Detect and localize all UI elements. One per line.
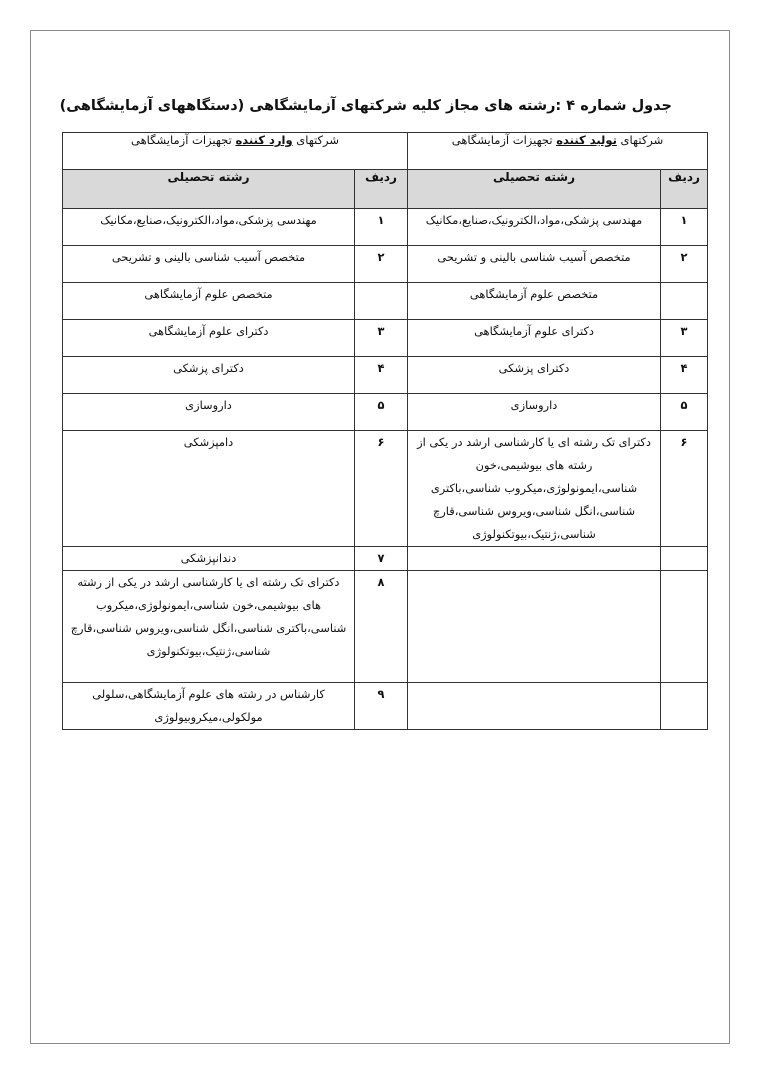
importers-row-no-header: ردیف <box>355 170 408 209</box>
table-row <box>63 320 708 357</box>
table-row <box>63 571 708 683</box>
producers-field: متخصص علوم آزمایشگاهی <box>408 283 661 320</box>
importers-field: متخصص آسیب شناسی بالینی و تشریحی <box>63 246 355 283</box>
producers-row-no <box>661 283 708 320</box>
producers-row-no: ۲ <box>661 246 708 283</box>
importers-row-no: ۲ <box>355 246 408 283</box>
table-row <box>63 431 708 547</box>
producers-field: داروسازی <box>408 394 661 431</box>
importers-row-no <box>355 283 408 320</box>
table-row <box>63 394 708 431</box>
importers-row-no: ۴ <box>355 357 408 394</box>
importers-field-header: رشته تحصیلی <box>63 170 355 209</box>
producers-row-no-header: ردیف <box>661 170 708 209</box>
producers-field: مهندسی پزشکی،مواد،الکترونیک،صنایع،مکانیک <box>408 209 661 246</box>
producers-row-no: ۱ <box>661 209 708 246</box>
producers-field: دکترای علوم آزمایشگاهی <box>408 320 661 357</box>
producers-field <box>408 547 661 571</box>
producers-field: دکترای تک رشته ای یا کارشناسی ارشد در یکی از رشته های بیوشیمی،خون شناسی،ایمونولوژی،میکروب شناسی،باکتری شناسی،انگل شناسی،ویروس شناسی،قارچ شناسی،ژنتیک،بیوتکنولوژی <box>408 431 661 547</box>
producers-row-no: ۶ <box>661 431 708 547</box>
importers-row-no: ۸ <box>355 571 408 683</box>
qualifications-table <box>62 132 708 730</box>
table-row <box>63 357 708 394</box>
importers-field: متخصص علوم آزمایشگاهی <box>63 283 355 320</box>
importers-field: دکترای تک رشته ای یا کارشناسی ارشد در یکی از رشته های بیوشیمی،خون شناسی،ایمونولوژی،میکروب شناسی،باکتری شناسی،انگل شناسی،ویروس شناسی،قارچ شناسی،ژنتیک،بیوتکنولوژی <box>63 571 355 683</box>
producers-field-header: رشته تحصیلی <box>408 170 661 209</box>
importers-field: داروسازی <box>63 394 355 431</box>
producers-suffix: تجهیزات آزمایشگاهی <box>451 133 557 147</box>
table-row <box>63 246 708 283</box>
importers-keyword: وارد کننده <box>235 133 293 147</box>
producers-field <box>408 571 661 683</box>
importers-group-header <box>63 133 408 170</box>
importers-row-no: ۶ <box>355 431 408 547</box>
group-header-row <box>63 133 708 170</box>
table-row <box>63 209 708 246</box>
producers-keyword: تولید کننده <box>556 133 617 147</box>
table-row <box>63 547 708 571</box>
table-row <box>63 683 708 730</box>
importers-row-no: ۳ <box>355 320 408 357</box>
producers-field: دکترای پزشکی <box>408 357 661 394</box>
column-header-row <box>63 170 708 209</box>
producers-prefix: شرکتهای <box>616 133 664 147</box>
producers-field: متخصص آسیب شناسی بالینی و تشریحی <box>408 246 661 283</box>
importers-row-no: ۷ <box>355 547 408 571</box>
importers-row-no: ۱ <box>355 209 408 246</box>
producers-row-no: ۳ <box>661 320 708 357</box>
importers-field: دامپزشکی <box>63 431 355 547</box>
importers-row-no: ۹ <box>355 683 408 730</box>
importers-field: کارشناس در رشته های علوم آزمایشگاهی،سلولی مولکولی،میکروبیولوژی <box>63 683 355 730</box>
producers-row-no: ۵ <box>661 394 708 431</box>
table-row <box>63 283 708 320</box>
importers-suffix: تجهیزات آزمایشگاهی <box>131 133 236 147</box>
producers-row-no <box>661 683 708 730</box>
producers-field <box>408 683 661 730</box>
producers-row-no <box>661 547 708 571</box>
importers-field: دکترای پزشکی <box>63 357 355 394</box>
page-title: جدول شماره ۴ :رشته های مجاز کلیه شرکتهای آزمایشگاهی (دستگاههای آزمایشگاهی) <box>59 98 672 114</box>
importers-field: مهندسی پزشکی،مواد،الکترونیک،صنایع،مکانیک <box>63 209 355 246</box>
importers-field: دندانپزشکی <box>63 547 355 571</box>
importers-row-no: ۵ <box>355 394 408 431</box>
producers-group-header <box>408 133 708 170</box>
producers-row-no: ۴ <box>661 357 708 394</box>
producers-row-no <box>661 571 708 683</box>
importers-field: دکترای علوم آزمایشگاهی <box>63 320 355 357</box>
importers-prefix: شرکتهای <box>292 133 339 147</box>
